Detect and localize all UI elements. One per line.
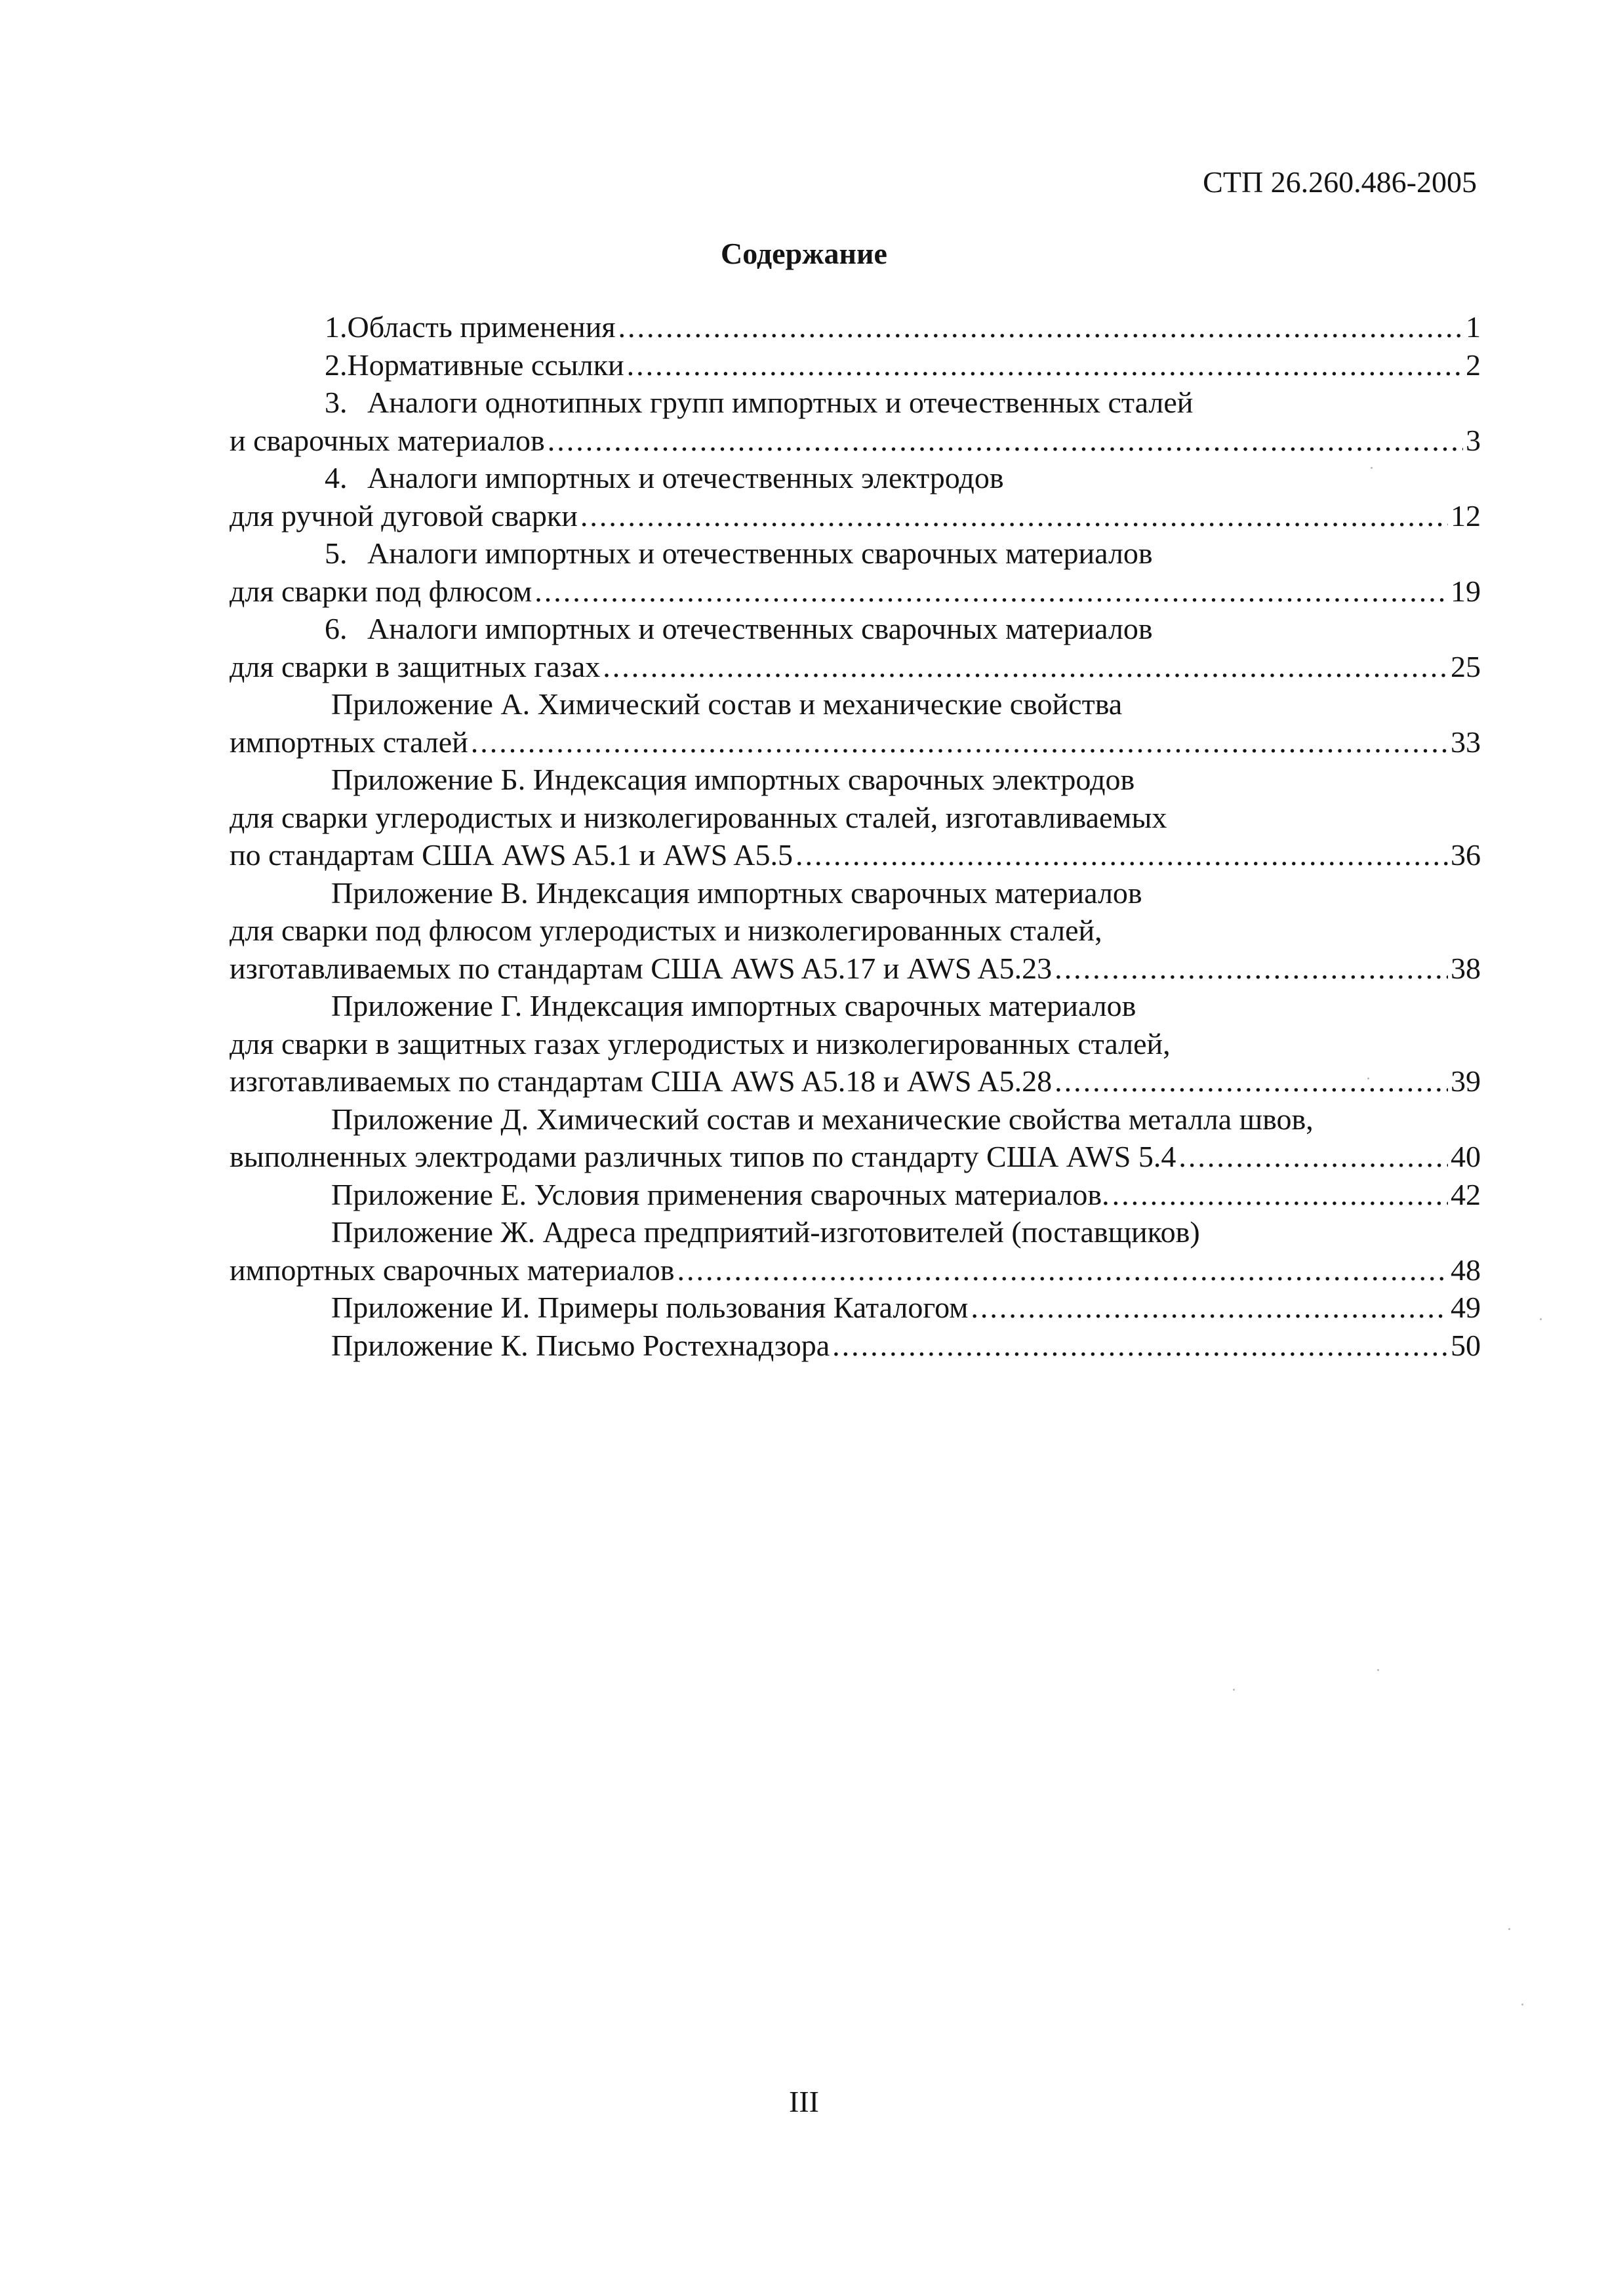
- dot-leader: [1055, 950, 1448, 988]
- toc-entry-text: Приложение Б. Индексация импортных сварочных электродов: [331, 763, 1135, 796]
- toc-entry-page: 49: [1451, 1291, 1481, 1324]
- toc-title: Содержание: [721, 237, 887, 270]
- toc-entry-line: [230, 459, 1481, 497]
- toc-entry-line: [230, 610, 1481, 648]
- toc-entry-line: [230, 685, 1481, 723]
- toc-entry-text: Аналоги однотипных групп импортных и отечественных сталей: [367, 386, 1194, 419]
- toc-entry-line: [230, 497, 1481, 535]
- toc-entry-text: для ручной дуговой сварки: [230, 498, 578, 533]
- toc-entry-text: Приложение А. Химический состав и механические свойства: [331, 687, 1123, 721]
- toc-entry-line: [230, 723, 1481, 761]
- toc-entry-text: Приложение Е. Условия применения сварочных материалов.: [331, 1177, 1110, 1211]
- toc-entry-line: [230, 799, 1481, 837]
- toc-entry-text: Приложение Г. Индексация импортных сварочных материалов: [331, 989, 1136, 1022]
- scan-speck: [1377, 1669, 1379, 1671]
- toc-entry-text: импортных сварочных материалов: [230, 1253, 675, 1287]
- toc-entry: [230, 874, 1481, 988]
- scan-speck: [1521, 2004, 1523, 2005]
- dot-leader: [1055, 1062, 1448, 1100]
- toc-entry-line: [230, 1289, 1481, 1327]
- scan-speck: [1540, 1318, 1542, 1320]
- dot-leader: [971, 1289, 1448, 1327]
- toc-entry-line: [230, 534, 1481, 573]
- toc-entry-text: и сварочных материалов: [230, 423, 545, 457]
- toc-entry-page: 2: [1466, 348, 1481, 382]
- toc-entry-text: для сварки углеродистых и низколегированных сталей, изготавливаемых: [230, 800, 1167, 834]
- toc-entry-page: 48: [1451, 1253, 1481, 1287]
- toc-entry: [230, 346, 1481, 384]
- toc-entry-line: [230, 346, 1481, 384]
- toc-entry-text: импортных сталей: [230, 725, 468, 759]
- table-of-contents: [230, 308, 1481, 1364]
- toc-entry-text: Нормативные ссылки: [347, 348, 624, 382]
- toc-entry: [230, 534, 1481, 610]
- dot-leader: [580, 497, 1448, 535]
- toc-entry-page: 3: [1466, 423, 1481, 457]
- toc-entry-line: [230, 987, 1481, 1025]
- toc-entry-line: [230, 1100, 1481, 1138]
- page-number: III: [789, 2085, 819, 2118]
- toc-entry: [230, 761, 1481, 874]
- toc-entry-text: выполненных электродами различных типов по стандарту США AWS 5.4: [230, 1140, 1176, 1173]
- toc-entry: [230, 459, 1481, 534]
- toc-entry-line: [230, 1213, 1481, 1251]
- toc-entry-page: 36: [1451, 838, 1481, 872]
- toc-entry-page: 38: [1451, 951, 1481, 985]
- toc-entry-text: изготавливаемых по стандартам США AWS A5.17 и AWS A5.23: [230, 951, 1053, 985]
- dot-leader: [795, 836, 1448, 874]
- toc-entry-line: [230, 1327, 1481, 1365]
- toc-entry-number: 2.: [325, 348, 348, 382]
- dot-leader: [471, 723, 1448, 761]
- dot-leader: [534, 573, 1448, 611]
- toc-entry: [230, 610, 1481, 685]
- toc-entry-page: 19: [1451, 574, 1481, 608]
- toc-entry: [230, 685, 1481, 761]
- toc-entry-page: 42: [1451, 1177, 1481, 1211]
- toc-entry-line: [230, 1251, 1481, 1289]
- dot-leader: [832, 1327, 1448, 1365]
- toc-entry-line: [230, 912, 1481, 950]
- toc-entry-page: 1: [1466, 310, 1481, 344]
- toc-entry-number: 6.: [325, 612, 348, 645]
- toc-entry: [230, 1100, 1481, 1176]
- toc-entry-line: [230, 761, 1481, 799]
- toc-entry-line: [230, 384, 1481, 422]
- toc-entry-line: [230, 1138, 1481, 1176]
- toc-entry-line: [230, 950, 1481, 988]
- document-code: СТП 26.260.486-2005: [1203, 165, 1477, 199]
- scan-speck: [1508, 1928, 1510, 1930]
- toc-entry-text: изготавливаемых по стандартам США AWS A5.18 и AWS A5.28: [230, 1064, 1053, 1098]
- toc-entry-page: 25: [1451, 649, 1481, 683]
- dot-leader: [1178, 1138, 1448, 1176]
- toc-entry: [230, 308, 1481, 346]
- scan-speck: [1371, 467, 1373, 469]
- toc-entry-text: Приложение И. Примеры пользования Каталогом: [331, 1291, 969, 1324]
- toc-entry-line: [230, 308, 1481, 346]
- toc-entry-text: Аналоги импортных и отечественных сварочных материалов: [367, 612, 1153, 645]
- toc-entry-number: 3.: [325, 386, 348, 419]
- toc-entry: [230, 384, 1481, 459]
- toc-entry-line: [230, 836, 1481, 874]
- dot-leader: [603, 648, 1448, 686]
- dot-leader: [548, 422, 1463, 460]
- toc-entry-number: 5.: [325, 536, 348, 570]
- toc-entry-line: [230, 648, 1481, 686]
- toc-entry-line: [230, 874, 1481, 912]
- toc-entry-line: [230, 1176, 1481, 1214]
- toc-entry-number: 4.: [325, 461, 348, 494]
- toc-entry-text: Аналоги импортных и отечественных электродов: [367, 461, 1004, 494]
- toc-entry-page: 33: [1451, 725, 1481, 759]
- toc-entry-text: по стандартам США AWS A5.1 и AWS A5.5: [230, 838, 793, 872]
- toc-entry-text: Аналоги импортных и отечественных сварочных материалов: [367, 536, 1153, 570]
- toc-entry-text: для сварки в защитных газах углеродистых и низколегированных сталей,: [230, 1026, 1171, 1060]
- toc-entry-text: для сварки под флюсом: [230, 574, 533, 608]
- toc-entry: [230, 1213, 1481, 1289]
- toc-entry-line: [230, 422, 1481, 460]
- toc-entry-line: [230, 1025, 1481, 1063]
- toc-entry-text: Приложение Ж. Адреса предприятий-изготовителей (поставщиков): [331, 1215, 1200, 1249]
- dot-leader: [618, 308, 1463, 346]
- toc-entry: [230, 987, 1481, 1100]
- toc-entry-page: 50: [1451, 1328, 1481, 1362]
- toc-entry-line: [230, 1062, 1481, 1100]
- toc-entry-line: [230, 573, 1481, 611]
- dot-leader: [677, 1251, 1448, 1289]
- toc-entry-page: 40: [1451, 1140, 1481, 1173]
- scan-speck: [1367, 1078, 1369, 1079]
- toc-entry: [230, 1327, 1481, 1365]
- toc-entry-text: Приложение Д. Химический состав и механические свойства металла швов,: [331, 1102, 1314, 1136]
- toc-entry-page: 39: [1451, 1064, 1481, 1098]
- dot-leader: [627, 346, 1463, 384]
- toc-entry-text: для сварки в защитных газах: [230, 649, 601, 683]
- dot-leader: [1112, 1176, 1448, 1214]
- toc-entry-text: Приложение В. Индексация импортных сварочных материалов: [331, 876, 1142, 910]
- scan-speck: [1233, 1689, 1235, 1691]
- toc-entry: [230, 1289, 1481, 1327]
- toc-entry-text: Приложение К. Письмо Ростехнадзора: [331, 1328, 830, 1362]
- toc-entry: [230, 1176, 1481, 1214]
- toc-entry-text: для сварки под флюсом углеродистых и низколегированных сталей,: [230, 914, 1102, 947]
- toc-entry-number: 1.: [325, 310, 348, 344]
- toc-entry-page: 12: [1451, 498, 1481, 533]
- toc-entry-text: Область применения: [347, 310, 616, 344]
